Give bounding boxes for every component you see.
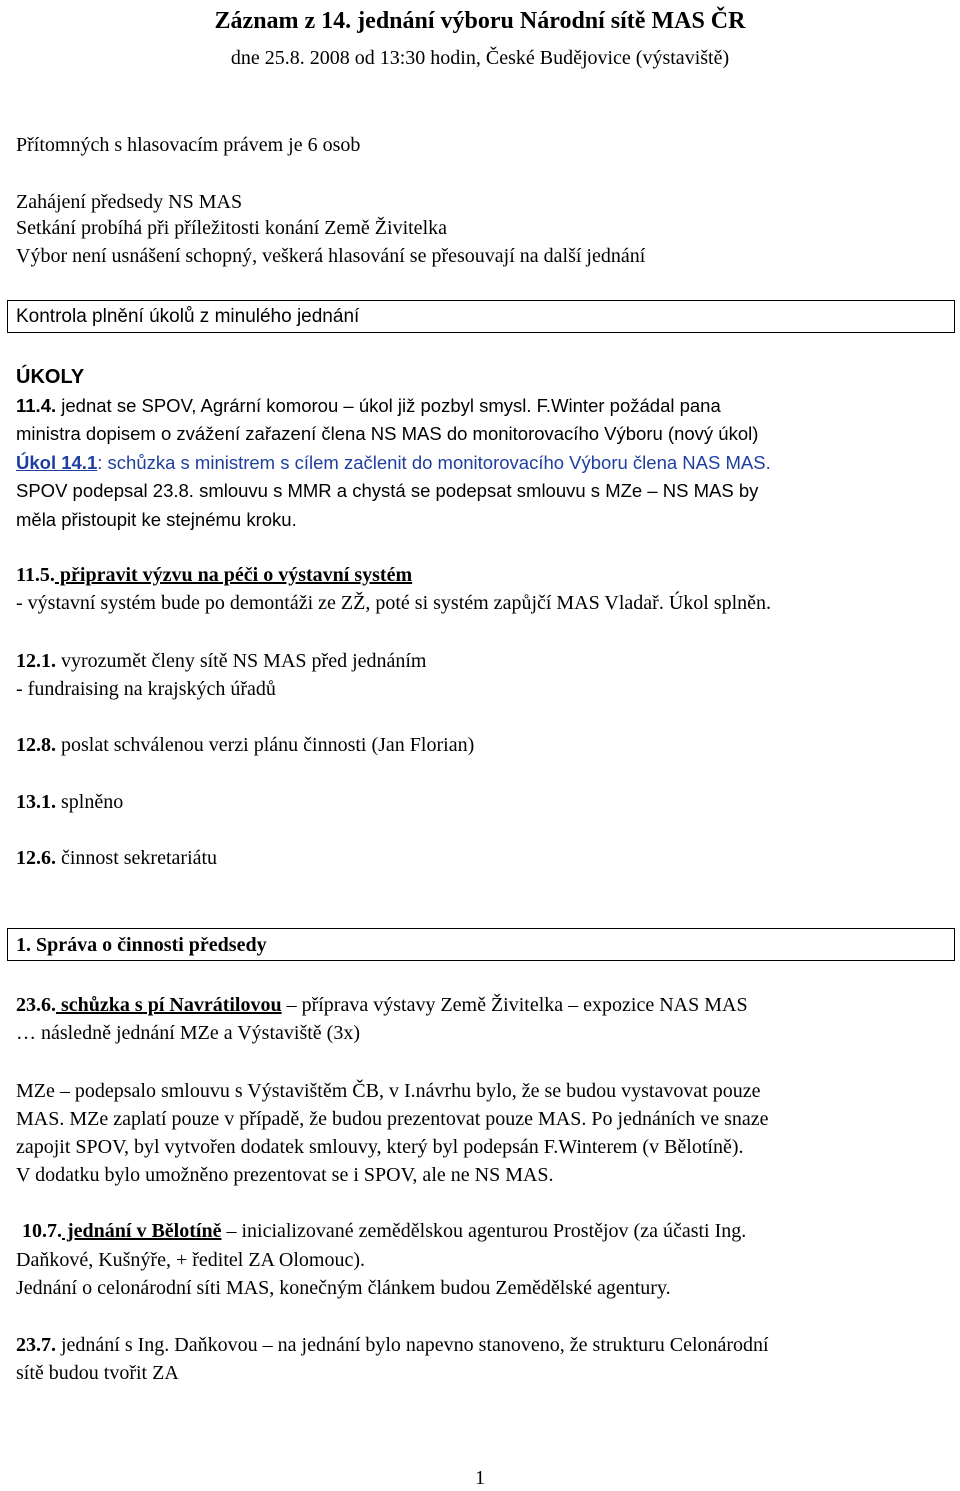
document-title: Záznam z 14. jednání výboru Národní sítě MAS ČR: [214, 8, 746, 34]
task-11-4-line1: [16, 394, 721, 418]
report-mze-line1: MZe – podepsalo smlouvu s Výstavištěm ČB, v I.návrhu bylo, že se budou vystavovat pouze: [16, 1080, 761, 1102]
report-23-7-line1: [16, 1333, 769, 1357]
task-12-6-text: činnost sekretariátu: [56, 847, 218, 869]
report-10-7-line3: Jednání o celonárodní síti MAS, konečným článkem budou Zemědělské agentury.: [16, 1277, 671, 1299]
section-1-title: 1. Správa o činnosti předsedy: [16, 934, 267, 956]
task-11-5-number: 11.5.: [16, 564, 55, 586]
report-23-7-line2: sítě budou tvořit ZA: [16, 1362, 179, 1384]
task-12-1-number: 12.1.: [16, 650, 56, 672]
report-23-6-text: – příprava výstavy Země Živitelka – expozice NAS MAS: [281, 994, 748, 1016]
task-11-5-line2: - výstavní systém bude po demontáži ze ZŽ, poté si systém zapůjčí MAS Vladař. Úkol splněn.: [16, 592, 772, 614]
task-12-1-text: vyrozumět členy sítě NS MAS před jednáním: [56, 650, 427, 672]
task-11-5-heading: připravit výzvu na péči o výstavní systém: [54, 564, 413, 586]
attendance-line: Přítomných s hlasovacím právem je 6 osob: [16, 134, 361, 156]
intro-line-occasion: Setkání probíhá při příležitosti konání Země Živitelka: [16, 217, 447, 239]
task-12-8-number: 12.8.: [16, 734, 56, 756]
report-23-6-line2: … následně jednání MZe a Výstaviště (3x): [16, 1022, 360, 1044]
task-14-1-label: Úkol 14.1: [16, 452, 98, 473]
task-11-5-line1: [16, 563, 412, 587]
task-11-4-line2: ministra dopisem o zvážení zařazení člena NS MAS do monitorovacího Výboru (nový úkol): [16, 423, 759, 444]
intro-line-opening: Zahájení předsedy NS MAS: [16, 191, 243, 213]
task-11-4-line5: měla přistoupit ke stejnému kroku.: [16, 509, 297, 530]
task-13-1-line: [16, 790, 123, 814]
task-12-1-line2: - fundraising na krajských úřadů: [16, 678, 276, 700]
task-13-1-text: splněno: [56, 791, 124, 813]
page-number: 1: [475, 1467, 485, 1489]
report-23-7-text: jednání s Ing. Daňkovou – na jednání bylo napevno stanoveno, že strukturu Celonárodní: [56, 1334, 769, 1356]
report-23-6-line1: [16, 993, 748, 1017]
task-12-6-number: 12.6.: [16, 847, 56, 869]
task-12-8-line: [16, 733, 474, 757]
section-kontrola-box: [7, 300, 955, 333]
task-12-8-text: poslat schválenou verzi plánu činnosti (Jan Florian): [56, 734, 475, 756]
report-10-7-number: 10.7.: [22, 1220, 62, 1242]
task-14-1-line: [16, 451, 771, 475]
intro-line-quorum: Výbor není usnášení schopný, veškerá hlasování se přesouvají na další jednání: [16, 245, 646, 267]
task-14-1-text: : schůzka s ministrem s cílem začlenit do monitorovacího Výboru člena NAS MAS.: [97, 452, 771, 473]
report-10-7-heading: jednání v Bělotíně: [62, 1220, 222, 1242]
task-11-4-text: jednat se SPOV, Agrární komorou – úkol již pozbyl smysl. F.Winter požádal pana: [56, 395, 721, 416]
task-12-6-line: [16, 846, 217, 870]
report-10-7-line2: Daňkové, Kušnýře, + ředitel ZA Olomouc).: [16, 1249, 365, 1271]
report-mze-line2: MAS. MZe zaplatí pouze v případě, že budou prezentovat pouze MAS. Po jednáních ve snaze: [16, 1108, 769, 1130]
task-11-4-line4: SPOV podepsal 23.8. smlouvu s MMR a chystá se podepsat smlouvu s MZe – NS MAS by: [16, 480, 759, 501]
report-mze-line4: V dodatku bylo umožněno prezentovat se i SPOV, ale ne NS MAS.: [16, 1164, 554, 1186]
ukoly-heading: ÚKOLY: [16, 366, 85, 388]
section-1-box: [7, 928, 955, 961]
report-23-6-heading: schůzka s pí Navrátilovou: [56, 994, 282, 1016]
report-23-6-number: 23.6.: [16, 994, 56, 1016]
report-10-7-text: – inicializované zemědělskou agenturou Prostějov (za účasti Ing.: [221, 1220, 747, 1242]
report-mze-line3: zapojit SPOV, byl vytvořen dodatek smlouvy, který byl podepsán F.Winterem (v Bělotíně).: [16, 1136, 744, 1158]
report-23-7-number: 23.7.: [16, 1334, 56, 1356]
task-13-1-number: 13.1.: [16, 791, 56, 813]
task-11-4-number: 11.4.: [16, 395, 57, 416]
report-10-7-line1: [22, 1219, 746, 1243]
task-12-1-line1: [16, 649, 427, 673]
section-kontrola-title: Kontrola plnění úkolů z minulého jednání: [16, 306, 360, 327]
document-subtitle: dne 25.8. 2008 od 13:30 hodin, České Budějovice (výstaviště): [230, 47, 730, 69]
